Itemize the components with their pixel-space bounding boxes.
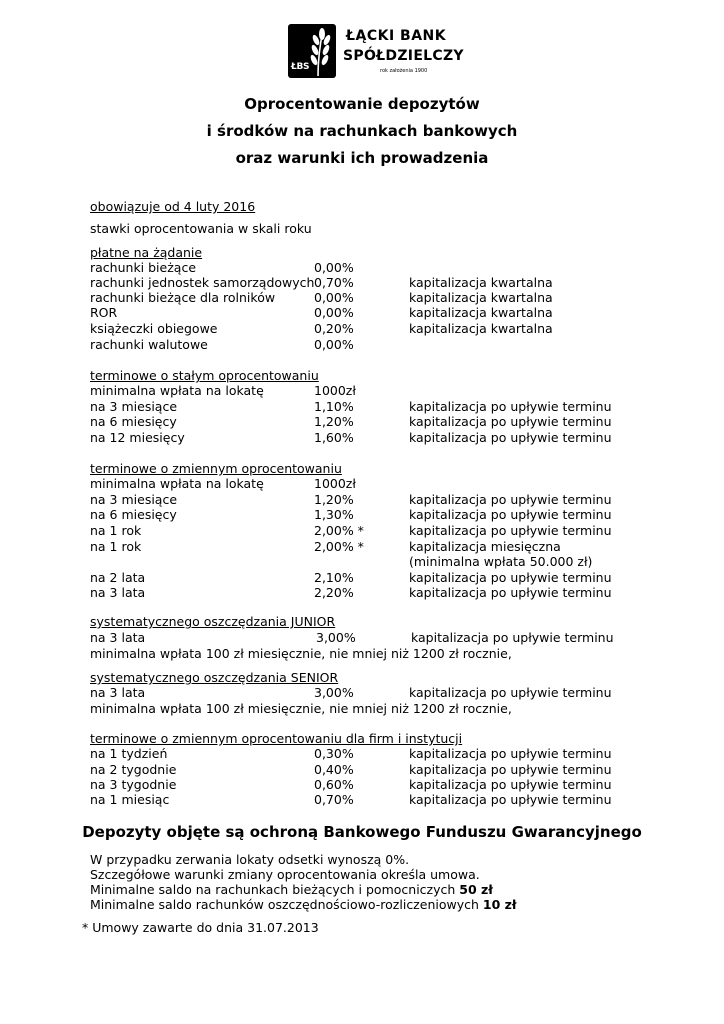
rate-row-name: na 6 miesięcy bbox=[90, 414, 177, 429]
rate-row-rate: 1,20% bbox=[314, 492, 354, 507]
rate-row-note: kapitalizacja miesięczna bbox=[409, 539, 561, 554]
rate-row-note: kapitalizacja po upływie terminu bbox=[411, 630, 614, 645]
established-year: rok założenia 1900 bbox=[380, 68, 428, 74]
minimum-balance-amount: 50 zł bbox=[459, 882, 493, 897]
rate-row-name: minimalna wpłata na lokatę bbox=[90, 476, 264, 491]
document-title-line3: oraz warunki ich prowadzenia bbox=[235, 149, 489, 167]
rate-row-name: rachunki walutowe bbox=[90, 337, 208, 352]
rate-row-rate: 1000zł bbox=[314, 383, 356, 398]
note-line bbox=[90, 897, 517, 912]
rate-row-note: kapitalizacja po upływie terminu bbox=[409, 523, 612, 538]
rate-row-rate: 0,00% bbox=[314, 260, 354, 275]
rate-row-note: kapitalizacja po upływie terminu bbox=[409, 507, 612, 522]
rate-row-name: na 1 rok bbox=[90, 523, 142, 538]
section-heading: systematycznego oszczędzania JUNIOR bbox=[90, 614, 336, 629]
bank-name-line1: ŁĄCKI BANK bbox=[346, 28, 447, 44]
section-heading: terminowe o stałym oprocentowaniu bbox=[90, 368, 319, 383]
rate-row-name: na 6 miesięcy bbox=[90, 507, 177, 522]
section-footnote: minimalna wpłata 100 zł miesięcznie, nie mniej niż 1200 zł rocznie, bbox=[90, 701, 512, 716]
rate-row-name: na 2 lata bbox=[90, 570, 146, 585]
rate-row-name: na 12 miesięcy bbox=[90, 430, 185, 445]
rate-row-rate: 0,00% bbox=[314, 337, 354, 352]
rate-row-name: na 1 rok bbox=[90, 539, 142, 554]
rate-row-rate: 0,40% bbox=[314, 762, 354, 777]
rate-row-rate: 1,30% bbox=[314, 507, 354, 522]
rate-row-rate: 1,20% bbox=[314, 414, 354, 429]
rate-row-note: kapitalizacja po upływie terminu bbox=[409, 399, 612, 414]
rate-row-name: na 3 lata bbox=[90, 585, 146, 600]
note-text: Minimalne saldo rachunków oszczędnościowo-rozliczeniowych bbox=[90, 897, 483, 912]
rate-row-rate: 2,00% * bbox=[314, 539, 364, 554]
guarantee-heading: Depozyty objęte są ochroną Bankowego Funduszu Gwarancyjnego bbox=[82, 823, 642, 841]
rate-row-note: kapitalizacja po upływie terminu bbox=[409, 762, 612, 777]
logo-abbreviation: ŁBS bbox=[291, 62, 310, 72]
rate-row-name: na 3 lata bbox=[90, 685, 146, 700]
rate-row-name: na 3 tygodnie bbox=[90, 777, 177, 792]
rate-row-rate: 0,00% bbox=[314, 305, 354, 320]
section-heading: systematycznego oszczędzania SENIOR bbox=[90, 670, 339, 685]
rate-row-note: kapitalizacja po upływie terminu bbox=[409, 777, 612, 792]
rate-row-name: na 2 tygodnie bbox=[90, 762, 177, 777]
rate-row-name: rachunki jednostek samorządowych bbox=[90, 275, 315, 290]
rate-row-rate: 0,60% bbox=[314, 777, 354, 792]
rate-row-name: na 3 lata bbox=[90, 630, 146, 645]
note-line: Szczegółowe warunki zmiany oprocentowania określa umowa. bbox=[90, 867, 480, 882]
rate-row-rate: 0,70% bbox=[314, 275, 354, 290]
section-heading: terminowe o zmiennym oprocentowaniu bbox=[90, 461, 342, 476]
section-heading: płatne na żądanie bbox=[90, 245, 203, 260]
rate-row-rate: 2,10% bbox=[314, 570, 354, 585]
rate-row-name: na 1 miesiąc bbox=[90, 792, 170, 807]
note-line: W przypadku zerwania lokaty odsetki wynoszą 0%. bbox=[90, 852, 410, 867]
rate-row-rate: 2,20% bbox=[314, 585, 354, 600]
rate-row-rate: 1,10% bbox=[314, 399, 354, 414]
rate-row-rate: 2,00% * bbox=[314, 523, 364, 538]
rate-row-rate: 1000zł bbox=[314, 476, 356, 491]
rate-row-note: kapitalizacja kwartalna bbox=[409, 290, 553, 305]
rate-row-name: rachunki bieżące bbox=[90, 260, 197, 275]
rate-row-note: kapitalizacja po upływie terminu bbox=[409, 492, 612, 507]
minimum-balance-amount: 10 zł bbox=[482, 897, 517, 912]
effective-date: obowiązuje od 4 luty 2016 bbox=[90, 199, 256, 214]
rate-row-name: na 1 tydzień bbox=[90, 746, 168, 761]
rate-row-name: na 3 miesiące bbox=[90, 399, 178, 414]
rate-row-note: kapitalizacja po upływie terminu bbox=[409, 746, 612, 761]
rate-row-rate: 0,00% bbox=[314, 290, 354, 305]
rate-row-note: kapitalizacja po upływie terminu bbox=[409, 585, 612, 600]
rate-row-name: książeczki obiegowe bbox=[90, 321, 218, 336]
rate-row-note: (minimalna wpłata 50.000 zł) bbox=[409, 554, 593, 569]
rate-row-name: ROR bbox=[90, 305, 118, 320]
bank-logo bbox=[288, 24, 488, 84]
rate-row-name: rachunki bieżące dla rolników bbox=[90, 290, 276, 305]
rate-row-name: na 3 miesiące bbox=[90, 492, 178, 507]
rate-row-rate: 3,00% bbox=[314, 685, 354, 700]
rate-row-rate: 0,70% bbox=[314, 792, 354, 807]
rate-row-rate: 0,20% bbox=[314, 321, 354, 336]
rates-caption: stawki oprocentowania w skali roku bbox=[90, 221, 312, 236]
asterisk-footnote: * Umowy zawarte do dnia 31.07.2013 bbox=[82, 920, 319, 935]
section-heading: terminowe o zmiennym oprocentowaniu dla firm i instytucji bbox=[90, 731, 463, 746]
rate-row-note: kapitalizacja kwartalna bbox=[409, 275, 553, 290]
document-title-line1: Oprocentowanie depozytów bbox=[244, 95, 480, 113]
rate-row-note: kapitalizacja kwartalna bbox=[409, 305, 553, 320]
rate-row-note: kapitalizacja po upływie terminu bbox=[409, 430, 612, 445]
rate-row-rate: 0,30% bbox=[314, 746, 354, 761]
bank-name-line2: SPÓŁDZIELCZY bbox=[343, 48, 464, 64]
rate-row-rate: 1,60% bbox=[314, 430, 354, 445]
rate-row-note: kapitalizacja po upływie terminu bbox=[409, 414, 612, 429]
rate-row-note: kapitalizacja kwartalna bbox=[409, 321, 553, 336]
document-title-line2: i środków na rachunkach bankowych bbox=[206, 122, 518, 140]
rate-row-rate: 3,00% bbox=[316, 630, 356, 645]
wheat-emblem-icon bbox=[288, 24, 336, 78]
rate-row-name: minimalna wpłata na lokatę bbox=[90, 383, 264, 398]
section-footnote: minimalna wpłata 100 zł miesięcznie, nie mniej niż 1200 zł rocznie, bbox=[90, 646, 512, 661]
rate-row-note: kapitalizacja po upływie terminu bbox=[409, 570, 612, 585]
rate-row-note: kapitalizacja po upływie terminu bbox=[409, 685, 612, 700]
rate-row-note: kapitalizacja po upływie terminu bbox=[409, 792, 612, 807]
note-line bbox=[90, 882, 493, 897]
note-text: Minimalne saldo na rachunkach bieżących i pomocniczych bbox=[90, 882, 460, 897]
